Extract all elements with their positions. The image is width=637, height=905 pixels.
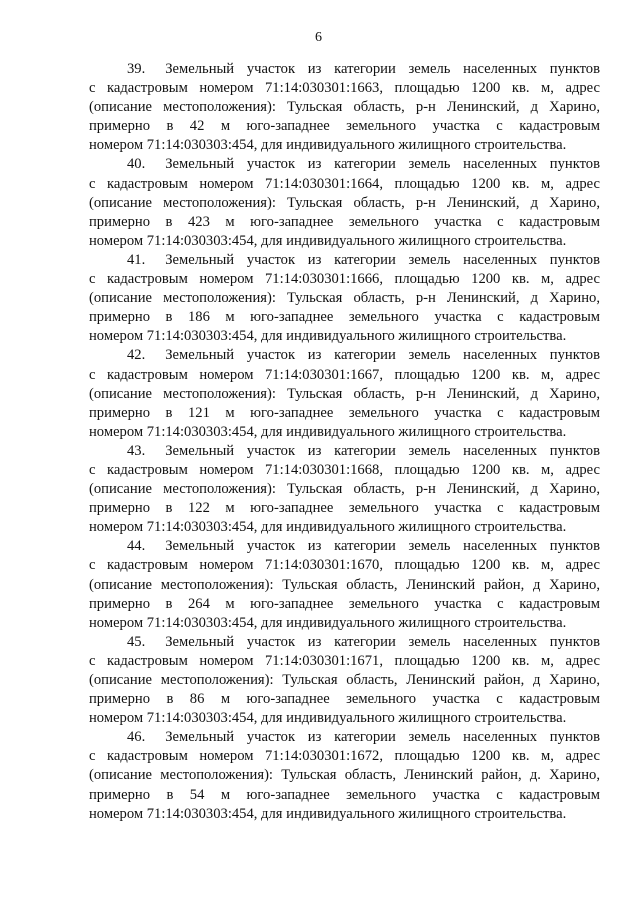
item-line-text: примерно в 264 м юго-западнее земельного участка с кадастровым (89, 595, 600, 612)
item-line-text: с кадастровым номером 71:14:030301:1667, площадью 1200 кв. м, адрес (89, 366, 600, 383)
land-plot-item (89, 537, 600, 632)
item-text-line (89, 98, 600, 117)
item-line-text: Земельный участок из категории земель населенных пунктов (165, 633, 600, 650)
item-text-line (89, 709, 600, 728)
item-line-text: с кадастровым номером 71:14:030301:1671, площадью 1200 кв. м, адрес (89, 652, 600, 669)
item-text-line (89, 308, 600, 327)
item-text-line (89, 537, 600, 556)
item-line-text: (описание местоположения): Тульская область, Ленинский район, д. Харино, (89, 767, 600, 784)
item-text-line (89, 404, 600, 423)
item-number: 41. (127, 251, 146, 268)
item-line-text: номером 71:14:030303:454, для индивидуального жилищного строительства. (89, 232, 567, 249)
land-plot-item (89, 728, 600, 823)
land-plot-item (89, 60, 600, 155)
item-number: 44. (127, 538, 146, 555)
item-line-text: (описание местоположения): Тульская область, Ленинский район, д Харино, (89, 672, 600, 688)
item-text-line (89, 79, 600, 98)
item-text-line (89, 499, 600, 518)
item-line-text: номером 71:14:030303:454, для индивидуального жилищного строительства. (89, 519, 567, 536)
item-text-line (89, 728, 600, 747)
item-text-line (89, 614, 600, 633)
item-line-text: с кадастровым номером 71:14:030301:1664, площадью 1200 кв. м, адрес (89, 175, 600, 192)
item-line-text: (описание местоположения): Тульская область, р-н Ленинский, д Харино, (89, 385, 600, 402)
item-text-line (89, 556, 600, 575)
item-line-text: (описание местоположения): Тульская область, Ленинский район, д Харино, (89, 576, 600, 593)
item-text-line (89, 442, 600, 461)
item-line-text: Земельный участок из категории земель населенных пунктов (165, 347, 600, 364)
item-text-line (89, 690, 600, 709)
item-number: 39. (127, 61, 146, 77)
land-plot-item (89, 346, 600, 441)
item-text-line (89, 270, 600, 289)
item-line-text: с кадастровым номером 71:14:030301:1663, площадью 1200 кв. м, адрес (89, 80, 600, 97)
item-line-text: Земельный участок из категории земель населенных пунктов (165, 156, 600, 173)
item-text-line (89, 805, 600, 824)
item-text-line (89, 461, 600, 480)
item-text-line (89, 251, 600, 270)
item-line-text: с кадастровым номером 71:14:030301:1666, площадью 1200 кв. м, адрес (89, 271, 600, 288)
item-text-line (89, 194, 600, 213)
item-text-line (89, 366, 600, 385)
item-line-text: примерно в 186 м юго-западнее земельного участка с кадастровым (89, 309, 600, 326)
item-number: 45. (127, 633, 146, 650)
item-text-line (89, 346, 600, 365)
item-line-text: Земельный участок из категории земель населенных пунктов (165, 729, 600, 746)
item-text-line (89, 518, 600, 537)
item-text-line (89, 671, 600, 690)
item-text-line (89, 289, 600, 308)
item-line-text: Земельный участок из категории земель населенных пунктов (165, 61, 600, 77)
item-line-text: номером 71:14:030303:454, для индивидуального жилищного строительства. (89, 614, 567, 631)
item-line-text: с кадастровым номером 71:14:030301:1670, площадью 1200 кв. м, адрес (89, 557, 600, 574)
page-number: 6 (315, 30, 322, 45)
item-line-text: номером 71:14:030303:454, для индивидуального жилищного строительства. (89, 423, 567, 440)
item-text-line (89, 175, 600, 194)
land-plot-list (89, 60, 600, 824)
item-text-line (89, 60, 600, 79)
item-line-text: Земельный участок из категории земель населенных пунктов (165, 538, 600, 555)
item-line-text: номером 71:14:030303:454, для индивидуального жилищного строительства. (89, 805, 567, 822)
item-text-line (89, 480, 600, 499)
land-plot-item (89, 633, 600, 728)
item-text-line (89, 786, 600, 805)
item-text-line (89, 423, 600, 442)
item-line-text: примерно в 86 м юго-западнее земельного участка с кадастровым (89, 691, 600, 708)
item-line-text: примерно в 121 м юго-западнее земельного участка с кадастровым (89, 404, 600, 421)
item-line-text: примерно в 122 м юго-западнее земельного участка с кадастровым (89, 500, 600, 517)
item-line-text: (описание местоположения): Тульская область, р-н Ленинский, д Харино, (89, 290, 600, 307)
item-line-text: примерно в 42 м юго-западнее земельного участка с кадастровым (89, 118, 600, 135)
land-plot-item (89, 251, 600, 346)
item-text-line (89, 232, 600, 251)
item-text-line (89, 747, 600, 766)
item-line-text: (описание местоположения): Тульская область, р-н Ленинский, д Харино, (89, 194, 600, 211)
item-text-line (89, 385, 600, 404)
item-text-line (89, 155, 600, 174)
item-line-text: номером 71:14:030303:454, для индивидуального жилищного строительства. (89, 710, 567, 727)
item-number: 46. (127, 729, 146, 746)
item-line-text: с кадастровым номером 71:14:030301:1668, площадью 1200 кв. м, адрес (89, 461, 600, 478)
land-plot-item (89, 155, 600, 250)
item-line-text: с кадастровым номером 71:14:030301:1672, площадью 1200 кв. м, адрес (89, 748, 600, 765)
item-number: 42. (127, 347, 146, 364)
item-line-text: примерно в 423 м юго-западнее земельного участка с кадастровым (89, 213, 600, 230)
item-text-line (89, 136, 600, 155)
item-line-text: (описание местоположения): Тульская область, р-н Ленинский, д Харино, (89, 481, 600, 498)
item-line-text: (описание местоположения): Тульская область, р-н Ленинский, д Харино, (89, 99, 600, 116)
item-number: 43. (127, 442, 146, 459)
item-line-text: примерно в 54 м юго-западнее земельного участка с кадастровым (89, 786, 600, 803)
item-text-line (89, 766, 600, 785)
item-text-line (89, 595, 600, 614)
item-text-line (89, 327, 600, 346)
item-text-line (89, 633, 600, 652)
item-line-text: номером 71:14:030303:454, для индивидуального жилищного строительства. (89, 137, 567, 154)
item-text-line (89, 213, 600, 232)
item-line-text: Земельный участок из категории земель населенных пунктов (165, 251, 600, 268)
land-plot-item (89, 442, 600, 537)
item-line-text: Земельный участок из категории земель населенных пунктов (165, 442, 600, 459)
item-text-line (89, 117, 600, 136)
item-text-line (89, 576, 600, 595)
item-text-line (89, 652, 600, 671)
item-number: 40. (127, 156, 146, 173)
item-line-text: номером 71:14:030303:454, для индивидуального жилищного строительства. (89, 328, 567, 345)
